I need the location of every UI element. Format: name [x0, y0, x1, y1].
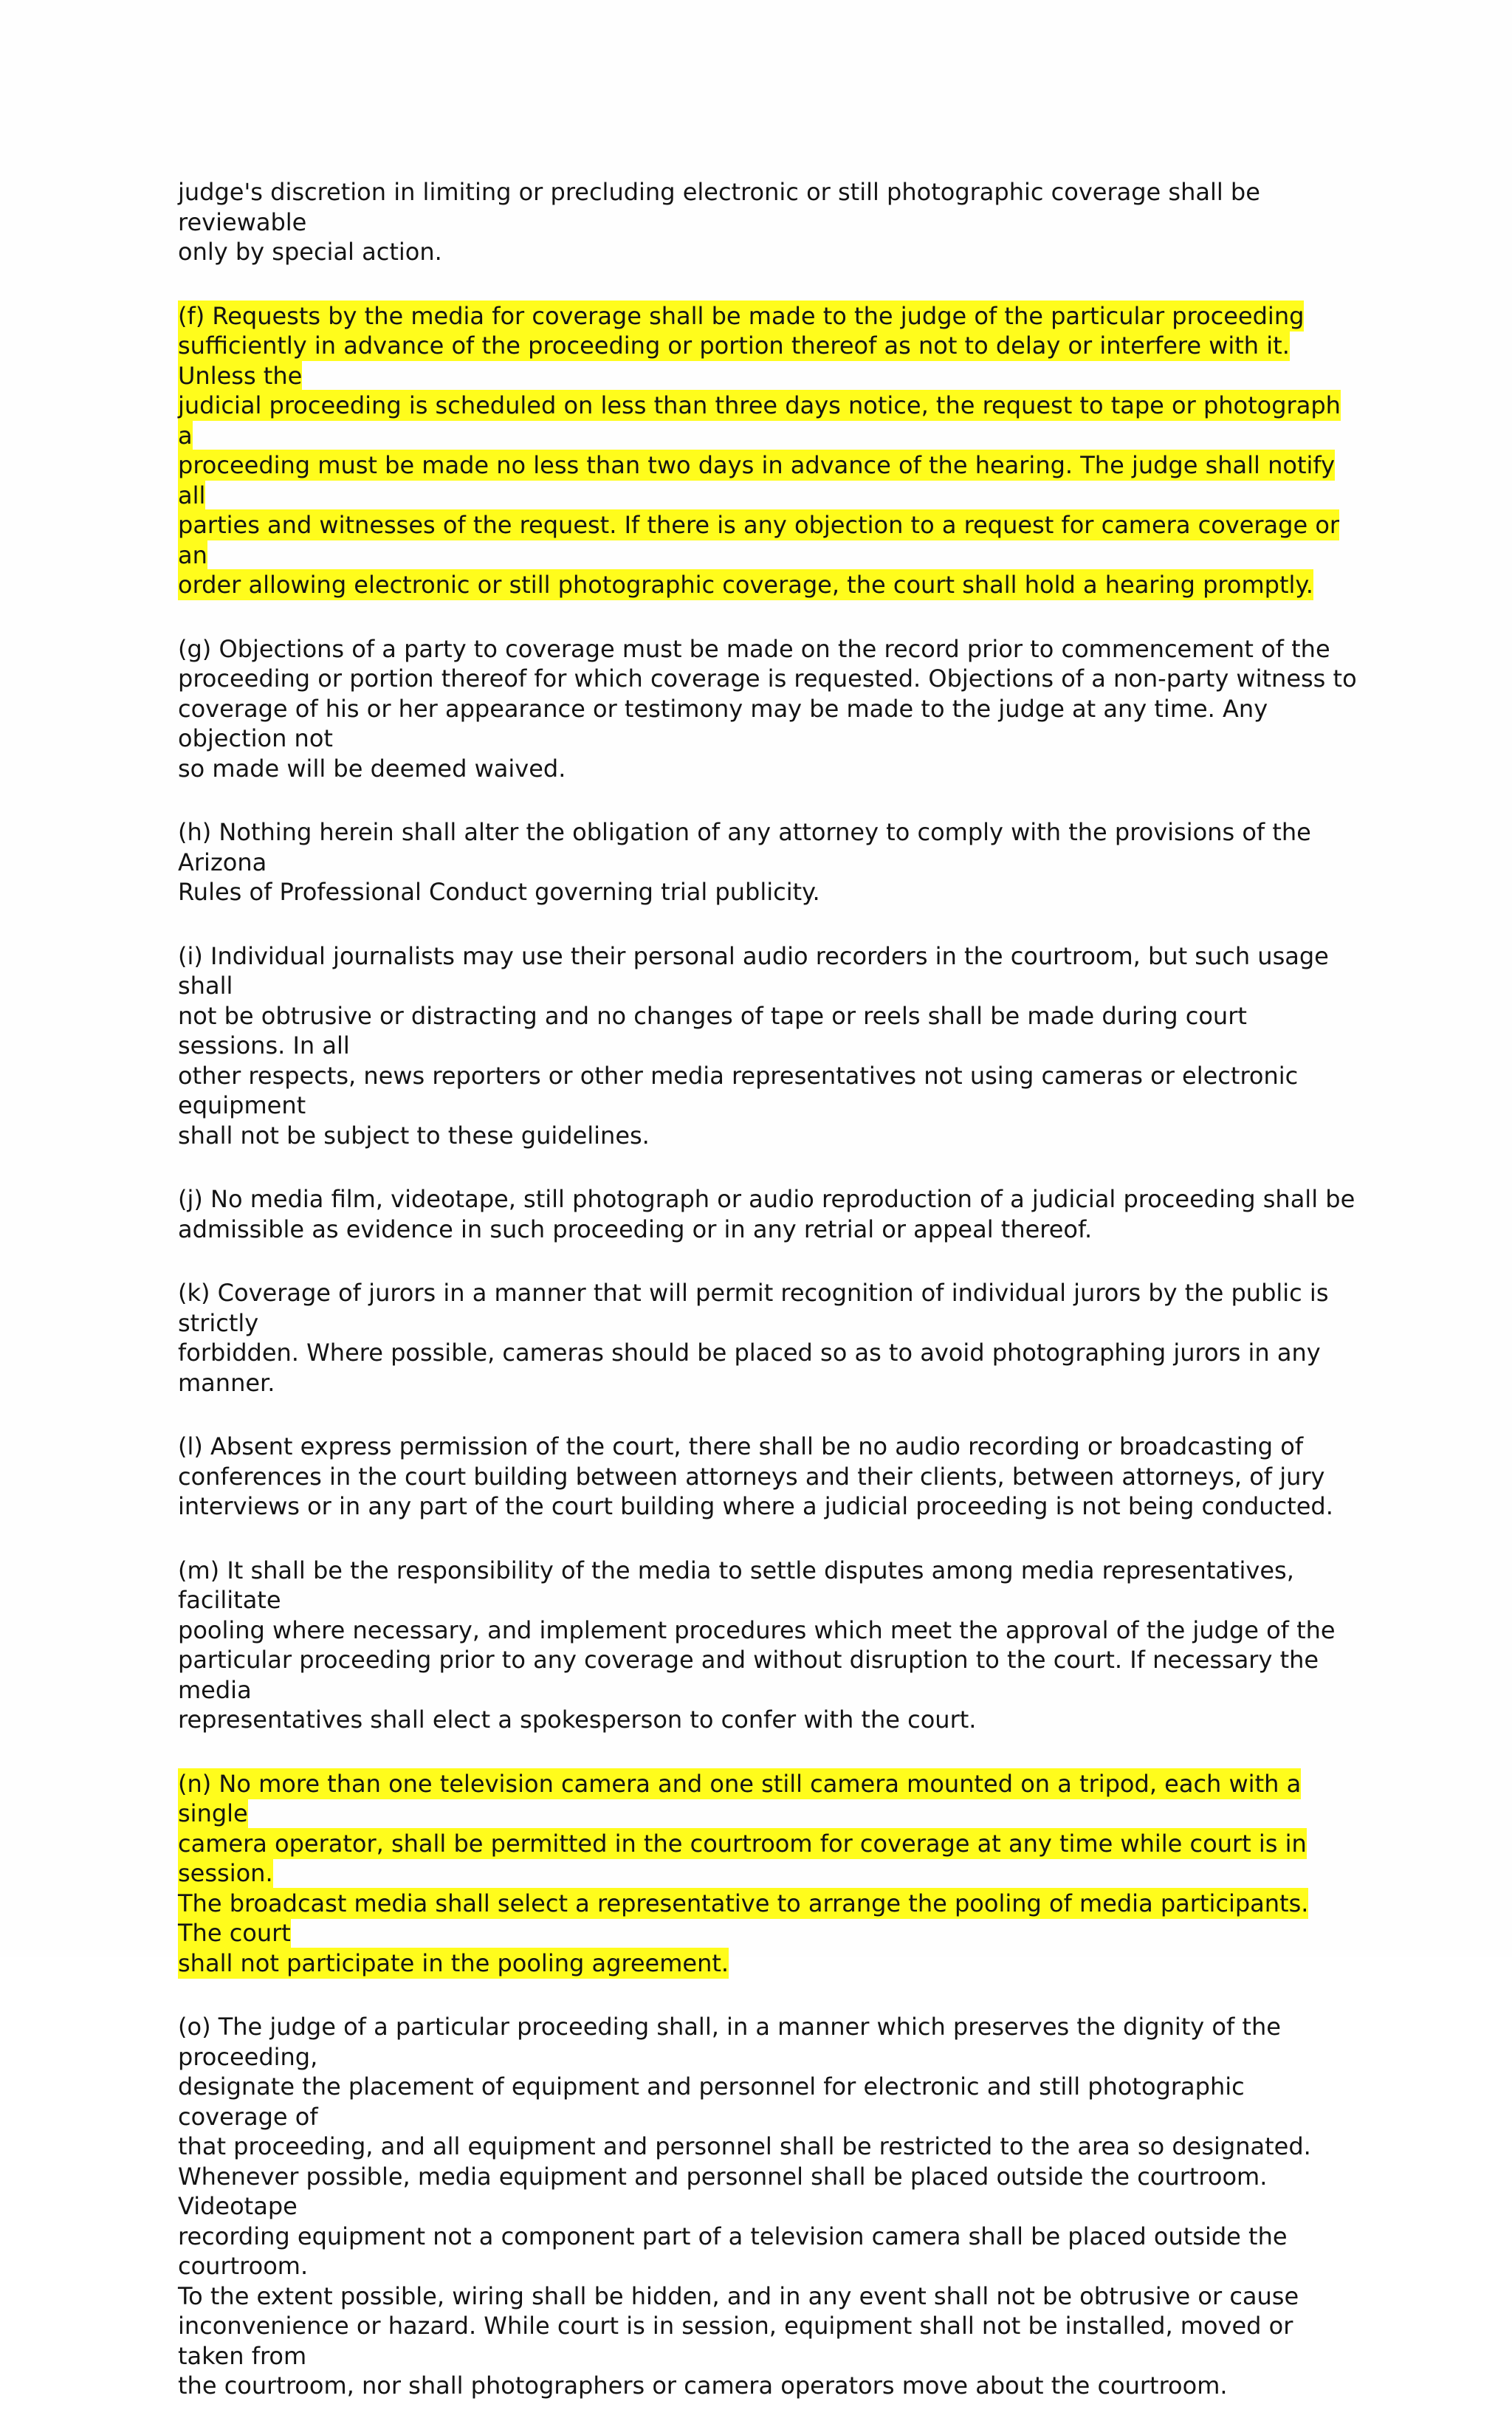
paragraph-n-text: (n) No more than one television camera and one still camera mounted on a tripod, each with a single camera operator, shall be permitted in the courtroom for coverage at any time while court is in session. The broadcast media shall select a representative to arrange the pooling of media participants. The court shall not participate in the pooling agreement. — [178, 1769, 1309, 1977]
paragraph-intro — [178, 177, 1359, 267]
document-body — [178, 177, 1359, 2435]
paragraph-o — [178, 2012, 1359, 2401]
paragraph-n — [178, 1769, 1359, 1979]
paragraph-m — [178, 1556, 1359, 1735]
paragraph-h-text: (h) Nothing herein shall alter the obligation of any attorney to comply with the provisions of the Arizona Rules of Professional Conduct governing trial publicity. — [178, 818, 1311, 906]
paragraph-i — [178, 941, 1359, 1151]
paragraph-f-text: (f) Requests by the media for coverage shall be made to the judge of the particular proceeding sufficiently in advance of the proceeding or portion thereof as not to delay or interfere with it. Unless the judicial proceeding is scheduled on less than three days notice, the request to tape or photograph a proceeding must be made no less than two days in advance of the hearing. The judge shall notify all parties and witnesses of the request. If there is any objection to a request for camera coverage or an order allowing electronic or still photographic coverage, the court shall hold a hearing promptly. — [178, 301, 1341, 599]
paragraph-g-text: (g) Objections of a party to coverage must be made on the record prior to commencement of the proceeding or portion thereof for which coverage is requested. Objections of a non-party witness to coverage of his or her appearance or testimony may be made to the judge at any time. Any objection not so made will be deemed waived. — [178, 634, 1357, 783]
paragraph-l-text: (l) Absent express permission of the court, there shall be no audio recording or broadcasting of conferences in the court building between attorneys and their clients, between attorneys, of jury interviews or in any part of the court building where a judicial proceeding is not being conducted. — [178, 1432, 1333, 1520]
paragraph-j — [178, 1184, 1359, 1244]
paragraph-g — [178, 634, 1359, 784]
paragraph-i-text: (i) Individual journalists may use their personal audio recorders in the courtroom, but such usage shall not be obtrusive or distracting and no changes of tape or reels shall be made during court sessions. In all other respects, news reporters or other media representatives not using cameras or electronic equipment shall not be subject to these guidelines. — [178, 941, 1329, 1150]
paragraph-k — [178, 1278, 1359, 1398]
paragraph-j-text: (j) No media film, videotape, still photograph or audio reproduction of a judicial proceeding shall be admissible as evidence in such proceeding or in any retrial or appeal thereof. — [178, 1185, 1355, 1243]
paragraph-m-text: (m) It shall be the responsibility of the media to settle disputes among media representatives, facilitate pooling where necessary, and implement procedures which meet the approval of the judge of the particular proceeding prior to any coverage and without disruption to the court. If necessary the media representatives shall elect a spokesperson to confer with the court. — [178, 1556, 1336, 1734]
paragraph-l — [178, 1432, 1359, 1522]
paragraph-h — [178, 817, 1359, 907]
paragraph-f — [178, 301, 1359, 600]
paragraph-intro-text: judge's discretion in limiting or precluding electronic or still photographic coverage shall be reviewable only by special action. — [178, 178, 1260, 266]
paragraph-o-text: (o) The judge of a particular proceeding shall, in a manner which preserves the dignity of the proceeding, designate the placement of equipment and personnel for electronic and still photographic coverage of that proceeding, and all equipment and personnel shall be restricted to the area so designated. Whenever possible, media equipment and personnel shall be placed outside the courtroom. Videotape recording equipment not a component part of a television camera shall be placed outside the courtroom. To the extent possible, wiring shall be hidden, and in any event shall not be obtrusive or cause inconvenience or hazard. While court is in session, equipment shall not be installed, moved or taken from the courtroom, nor shall photographers or camera operators move about the courtroom. — [178, 2013, 1311, 2400]
paragraph-k-text: (k) Coverage of jurors in a manner that will permit recognition of individual jurors by the public is strictly forbidden. Where possible, cameras should be placed so as to avoid photographing jurors in any manner. — [178, 1279, 1329, 1397]
